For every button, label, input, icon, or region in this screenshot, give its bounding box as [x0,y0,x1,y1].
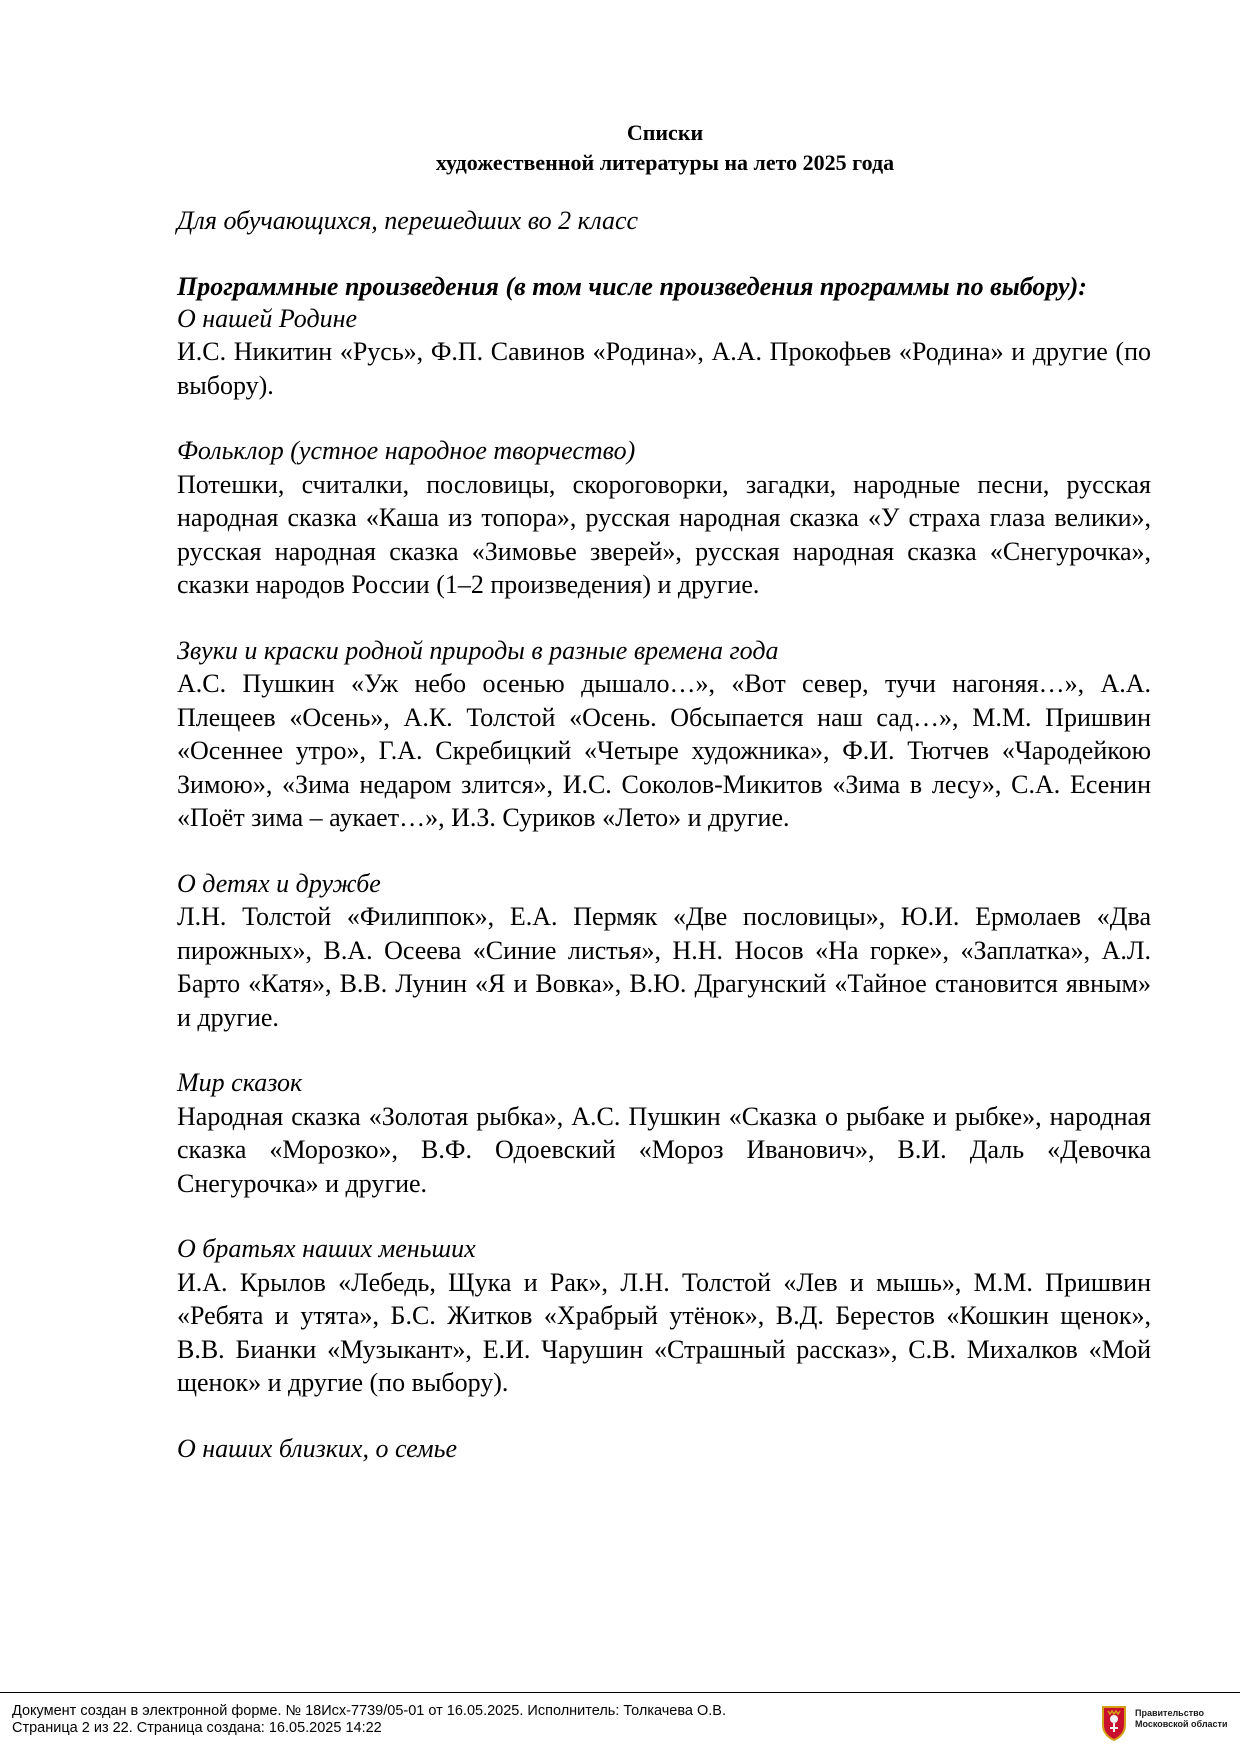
section-text: Потешки, считалки, пословицы, скороговорки, загадки, народные песни, русская народная сказка «Каша из топора», русская народная сказка «У страха глаза велики», русская народная сказка «Зимовье зверей», русская народная сказка «Снегурочка», сказки народов России (1–2 произведения) и другие. [177,469,1151,599]
section-heading: Фольклор (устное народное творчество) [177,436,636,465]
government-logo-text [1135,1708,1235,1730]
section-heading: Звуки и краски родной природы в разные времена года [177,635,779,665]
section-text: И.С. Никитин «Русь», Ф.П. Савинов «Родина», А.А. Прокофьев «Родина» и другие (по выбору). [177,337,1151,400]
title-line-2: художественной литературы на лето 2025 года [435,150,895,175]
section-homeland [177,302,1151,403]
moscow-region-emblem-icon [1099,1704,1129,1742]
logo-text-line-1: Правительство [1135,1708,1205,1718]
section-text: Л.Н. Толстой «Филиппок», Е.А. Пермяк «Две пословицы», Ю.И. Ермолаев «Два пирожных», В.А. Осеева «Синие листья», Н.Н. Носов «На горке», «Заплатка», А.Л. Барто «Катя», В.В. Лунин «Я и Вовка», В.Ю. Драгунский «Тайное становится явным» и другие. [177,902,1151,1032]
logo-text-line-2: Московской области [1135,1719,1228,1729]
footer-line-2: Страница 2 из 22. Страница создана: 16.05.2025 14:22 [12,1719,382,1736]
grade-line: Для обучающихся, перешедших во 2 класс [177,206,639,235]
document-title [0,118,1240,178]
section-heading: О нашей Родине [177,303,358,333]
title-line-1: Списки [626,120,704,145]
section-heading: О детях и дружбе [177,868,381,898]
section-animals [177,1232,1151,1400]
section-children-friendship [177,867,1151,1035]
section-text: А.С. Пушкин «Уж небо осенью дышало…», «Вот север, тучи нагоняя…», А.А. Плещеев «Осень», А.К. Толстой «Осень. Обсыпается наш сад…», М.М. Пришвин «Осеннее утро», Г.А. Скребицкий «Четыре художника», Ф.И. Тютчев «Чародейкою Зимою», «Зима недаром злится», И.С. Соколов-Микитов «Зима в лесу», С.А. Есенин «Поёт зима – аукает…», И.З. Суриков «Лето» и другие. [177,669,1151,832]
program-heading: Программные произведения (в том числе произведения программы по выбору): [177,271,1087,301]
section-heading: Мир сказок [177,1068,303,1097]
document-footer [0,1692,1240,1756]
document-body [177,204,1151,1497]
section-folklore [177,434,1151,602]
footer-metadata [12,1703,726,1736]
section-heading: О братьях наших меньших [177,1234,476,1263]
section-nature [177,634,1151,835]
section-family [177,1432,1151,1466]
footer-line-1: Документ создан в электронной форме. № 18Исх-7739/05-01 от 16.05.2025. Исполнитель: Толкачева О.В. [12,1703,726,1719]
section-text: И.А. Крылов «Лебедь, Щука и Рак», Л.Н. Толстой «Лев и мышь», М.М. Пришвин «Ребята и утята», Б.С. Житков «Храбрый утёнок», В.Д. Берестов «Кошкин щенок», В.В. Бианки «Музыкант», Е.И. Чарушин «Страшный рассказ», С.В. Михалков «Мой щенок» и другие (по выбору). [177,1267,1151,1397]
section-heading: О наших близких, о семье [177,1433,458,1463]
section-fairy-tales [177,1066,1151,1200]
section-text: Народная сказка «Золотая рыбка», А.С. Пушкин «Сказка о рыбаке и рыбке», народная сказка «Морозко», В.Ф. Одоевский «Мороз Иванович», В.И. Даль «Девочка Снегурочка» и другие. [177,1101,1151,1198]
